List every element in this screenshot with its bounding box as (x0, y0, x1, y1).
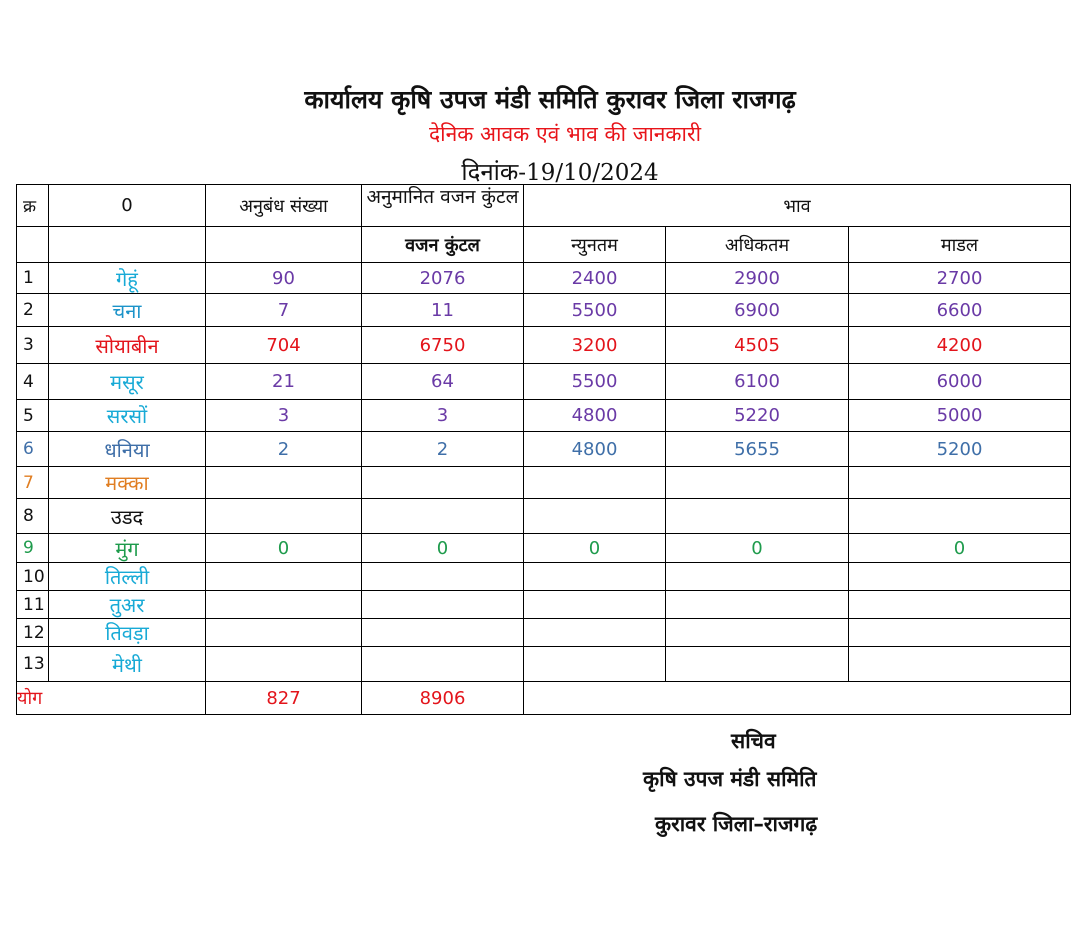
row-modal: 0 (849, 534, 1071, 563)
row-modal (849, 647, 1071, 682)
row-contracts (206, 499, 362, 534)
row-sn: 9 (17, 534, 49, 563)
row-weight (362, 467, 524, 499)
table-row (17, 619, 1071, 647)
row-contracts (206, 563, 362, 591)
row-weight: 2076 (362, 263, 524, 294)
row-max: 5655 (666, 432, 849, 467)
table-header-row (17, 185, 1071, 227)
row-max: 5220 (666, 400, 849, 432)
row-contracts (206, 619, 362, 647)
subheader-modal: माडल (849, 227, 1071, 263)
row-min: 0 (524, 534, 666, 563)
row-crop: सोयाबीन (49, 327, 206, 364)
table-row (17, 400, 1071, 432)
row-modal (849, 499, 1071, 534)
row-crop: मेथी (49, 647, 206, 682)
row-min (524, 619, 666, 647)
table-row (17, 327, 1071, 364)
row-contracts: 0 (206, 534, 362, 563)
row-sn: 3 (17, 327, 49, 364)
table-total-row (17, 682, 1071, 715)
row-contracts: 90 (206, 263, 362, 294)
header-crop: 0 (49, 185, 206, 227)
row-crop: मक्का (49, 467, 206, 499)
row-min: 4800 (524, 400, 666, 432)
signature-location: कुरावर जिला–राजगढ़ (655, 812, 818, 836)
table-row (17, 563, 1071, 591)
row-modal: 6000 (849, 364, 1071, 400)
row-sn: 5 (17, 400, 49, 432)
table-row (17, 499, 1071, 534)
row-min (524, 591, 666, 619)
row-weight (362, 563, 524, 591)
total-label: योग (17, 682, 206, 715)
row-crop: मुंग (49, 534, 206, 563)
row-sn: 12 (17, 619, 49, 647)
row-crop: तिल्ली (49, 563, 206, 591)
row-max: 4505 (666, 327, 849, 364)
subheader-weight-unit: वजन कुंटल (362, 227, 524, 263)
row-crop: चना (49, 294, 206, 327)
row-modal: 5200 (849, 432, 1071, 467)
row-weight: 2 (362, 432, 524, 467)
header-contracts: अनुबंध संख्या (206, 185, 362, 227)
row-min (524, 499, 666, 534)
row-sn: 4 (17, 364, 49, 400)
row-max (666, 591, 849, 619)
subheader-empty (49, 227, 206, 263)
date-label: दिनांक (461, 158, 519, 186)
subheader-max: अधिकतम (666, 227, 849, 263)
row-min: 3200 (524, 327, 666, 364)
row-min (524, 647, 666, 682)
row-sn: 13 (17, 647, 49, 682)
header-price: भाव (524, 185, 1071, 227)
page-subtitle: देनिक आवक एवं भाव की जानकारी (428, 122, 702, 146)
header-weight (362, 185, 524, 227)
row-max: 0 (666, 534, 849, 563)
row-weight (362, 591, 524, 619)
row-max (666, 467, 849, 499)
row-crop: तुअर (49, 591, 206, 619)
row-min: 2400 (524, 263, 666, 294)
row-weight (362, 499, 524, 534)
row-contracts: 3 (206, 400, 362, 432)
arrival-rate-table (16, 184, 1071, 715)
row-sn: 1 (17, 263, 49, 294)
signature-office: कृषि उपज मंडी समिति (643, 767, 817, 791)
row-crop: उडद (49, 499, 206, 534)
row-sn: 6 (17, 432, 49, 467)
subheader-empty (17, 227, 49, 263)
row-weight: 11 (362, 294, 524, 327)
row-crop: तिवड़ा (49, 619, 206, 647)
row-min: 4800 (524, 432, 666, 467)
subheader-min: न्युनतम (524, 227, 666, 263)
row-max (666, 647, 849, 682)
total-contracts: 827 (206, 682, 362, 715)
row-sn: 8 (17, 499, 49, 534)
row-max (666, 619, 849, 647)
row-contracts (206, 647, 362, 682)
row-modal (849, 563, 1071, 591)
row-modal (849, 467, 1071, 499)
row-max (666, 499, 849, 534)
row-weight: 64 (362, 364, 524, 400)
row-modal: 4200 (849, 327, 1071, 364)
row-weight (362, 619, 524, 647)
row-crop: धनिया (49, 432, 206, 467)
row-crop: गेहूं (49, 263, 206, 294)
total-empty (524, 682, 1071, 715)
table-subheader-row (17, 227, 1071, 263)
row-min (524, 563, 666, 591)
row-weight (362, 647, 524, 682)
row-sn: 10 (17, 563, 49, 591)
total-weight: 8906 (362, 682, 524, 715)
row-contracts: 21 (206, 364, 362, 400)
row-sn: 2 (17, 294, 49, 327)
header-weight-label: अनुमानित वजन कुंटल (366, 185, 519, 208)
row-modal (849, 591, 1071, 619)
row-crop: मसूर (49, 364, 206, 400)
row-modal: 2700 (849, 263, 1071, 294)
table-row (17, 534, 1071, 563)
table-row (17, 591, 1071, 619)
page-title: कार्यालय कृषि उपज मंडी समिति कुरावर जिला राजगढ़ (304, 85, 796, 114)
table-row (17, 364, 1071, 400)
table-row (17, 647, 1071, 682)
table-row (17, 432, 1071, 467)
row-weight: 6750 (362, 327, 524, 364)
row-modal (849, 619, 1071, 647)
header-sn: क्र (17, 185, 49, 227)
row-contracts (206, 467, 362, 499)
row-weight: 3 (362, 400, 524, 432)
row-min: 5500 (524, 364, 666, 400)
row-modal: 6600 (849, 294, 1071, 327)
table-row (17, 263, 1071, 294)
row-contracts: 2 (206, 432, 362, 467)
row-min (524, 467, 666, 499)
subheader-empty (206, 227, 362, 263)
row-max: 6900 (666, 294, 849, 327)
row-weight: 0 (362, 534, 524, 563)
row-sn: 11 (17, 591, 49, 619)
date-value: -19/10/2024 (518, 160, 659, 186)
row-min: 5500 (524, 294, 666, 327)
row-max: 6100 (666, 364, 849, 400)
row-contracts (206, 591, 362, 619)
row-sn: 7 (17, 467, 49, 499)
row-max (666, 563, 849, 591)
row-contracts: 704 (206, 327, 362, 364)
table-row (17, 467, 1071, 499)
row-modal: 5000 (849, 400, 1071, 432)
row-contracts: 7 (206, 294, 362, 327)
table-row (17, 294, 1071, 327)
row-max: 2900 (666, 263, 849, 294)
row-crop: सरसों (49, 400, 206, 432)
signature-designation: सचिव (731, 729, 776, 753)
